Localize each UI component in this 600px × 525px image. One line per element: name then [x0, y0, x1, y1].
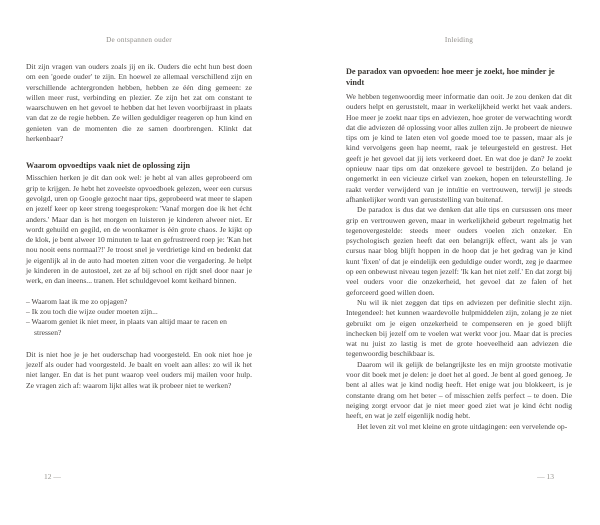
running-head-left: De ontspannen ouder	[106, 36, 172, 44]
page-left	[26, 0, 252, 525]
paragraph: Nu wil ik niet zeggen dat tips en adviezen per definitie slecht zijn. Integendeel: het kunnen waardevolle hulpmiddelen zijn, zolang je ze niet gebruikt om je eigen onzekerheid te compenseren en je goed blijft inchecken bij jezelf om te voelen wat werkt voor jou. Maar dat is precies wat nu juist zo lastig is met de grote hoeveelheid aan adviezen die tegenwoordig beschikbaar is.	[346, 297, 572, 359]
page-right-content	[346, 62, 572, 432]
closing-paragraph: Dit is niet hoe je je het ouderschap had voorgesteld. En ook niet hoe je jezelf als ouder had voorgesteld. Je baalt en voelt aan alles: zo wil ik het niet langer. En dat is het punt waarop veel ouders mij mailen voor hulp. Ze vragen zich af: waarom lijkt alles wat ik probeer niet te werken?	[26, 349, 252, 390]
paragraph: Daarom wil ik gelijk de belangrijkste les en mijn grootste motivatie voor dit boek met je delen: je doet het al goed. Je bent al goed genoeg. Je bent al alles wat je kind nodig heeft. Het enige wat jou blokkeert, is je constante drang om het beter – of misschien zelfs perfect – te doen. Die neiging zorgt ervoor dat je niet meer goed ziet wat je kind écht nodig heeft, en wat je zelf eigenlijk nodig hebt.	[346, 359, 572, 421]
bullet-item: – Waarom laat ik me zo opjagen?	[26, 296, 128, 306]
intro-paragraph: Dit zijn vragen van ouders zoals jij en ik. Ouders die echt hun best doen om een 'goede ouder' te zijn. En hoewel ze allemaal verschillend zijn en verschillende achtergronden hebben, hebben ze één ding gemeen: ze willen meer rust, verbinding en plezier. Ze zijn het zat om constant te waarschuwen en het gevoel te hebben dat het leven voorbijraast in plaats van dat ze de regie hebben. Ze willen geduldiger reageren op hun kind en genieten van de momenten die ze samen doorbrengen. Klinkt dat herkenbaar?	[26, 62, 252, 144]
paragraph: De paradox is dus dat we denken dat alle tips en cursussen ons meer grip en vertrouwen geven, maar in werkelijkheid gebeurt regelmatig het tegenovergestelde: steeds meer ouders voelen zich onzeker. En psychologisch gezien heeft dat een belangrijk effect, want als je van cursus naar blog blijft hoppen in de hoop dat je het gedrag van je kind kunt 'fixen' of dat je eindelijk een geduldige ouder wordt, zeg je daarmee op een onbewust niveau tegen jezelf: 'Ik kan het niet zelf.' En dat zorgt bij veel ouders voor die onzekerheid, het gevoel dat ze falen of het geforceerd goed willen doen.	[346, 205, 572, 297]
paragraph: Het leven zit vol met kleine en grote uitdagingen: een vervelende op-	[357, 421, 568, 431]
section-heading-right: De paradox van opvoeden: hoe meer je zoekt, hoe minder je vindt	[346, 67, 555, 87]
section-paragraph: Misschien herken je dit dan ook wel: je hebt al van alles geprobeerd om grip te krijgen. Je hebt het zoveelste opvoedboek gelezen, weer een cursus gevolgd, uren op Google gezocht naar tips, geprobeerd wat meer te slapen en jezelf keer op keer streng toegesproken: 'Vanaf morgen doe ik het écht anders.' Maar dan is het morgen en luisteren je kinderen alweer niet. Er wordt gehuild en gegild, en de woonkamer is één grote chaos. Je kijkt op de klok, je bent alweer 10 minuten te laat en gefrustreerd roep je: 'Kan het nou nooit eens normaal?!' Je troost snel je verdrietige kind en bedenkt dat je eigenlijk al in de auto had moeten zitten voor die vergadering. Je helpt je kinderen in de autostoel, zet ze af bij school en rijdt snel door naar je werk, en dan ineens... tranen. Het schuldgevoel komt keihard binnen.	[26, 173, 252, 286]
page-number-right: — 13	[537, 472, 554, 481]
page-number-left: 12 —	[44, 472, 61, 481]
bullet-item: – Waarom geniet ik niet meer, in plaats van altijd maar te racen en stressen?	[26, 317, 227, 337]
section-heading-left: Waarom opvoedtips vaak niet de oplossing zijn	[26, 161, 191, 171]
bullet-list	[26, 297, 252, 338]
page-left-content	[26, 62, 252, 391]
running-head-right: Inleiding	[444, 36, 474, 44]
page-right	[346, 0, 572, 525]
bullet-item: – Ik zou toch die wijze ouder moeten zijn...	[26, 306, 158, 316]
paragraph: We hebben tegenwoordig meer informatie dan ooit. Je zou denken dat dit ouders helpt en geruststelt, maar in werkelijkheid werkt het vaak anders. Hoe meer je zoekt naar tips en adviezen, hoe groter de verwachting wordt dat die adviezen dé oplossing voor alles zullen zijn. Je probeert de nieuwe tips om je kind te laten eten vol goede moed toe te passen, maar als je kind vervolgens geen hap neemt, raak je teleurgesteld en gestrest. Het geeft je het gevoel dat jij iets verkeerd doet. En wat doe je dan? Je zoekt opnieuw naar tips om dat onzekere gevoel te bestrijden. Zo beland je ongemerkt in een vicieuze cirkel van zoeken, hopen en teleurstelling. Je raakt verder verwijderd van je intuïtie en vertrouwen, terwijl je steeds afhankelijker wordt van geruststelling van buitenaf.	[346, 92, 572, 204]
